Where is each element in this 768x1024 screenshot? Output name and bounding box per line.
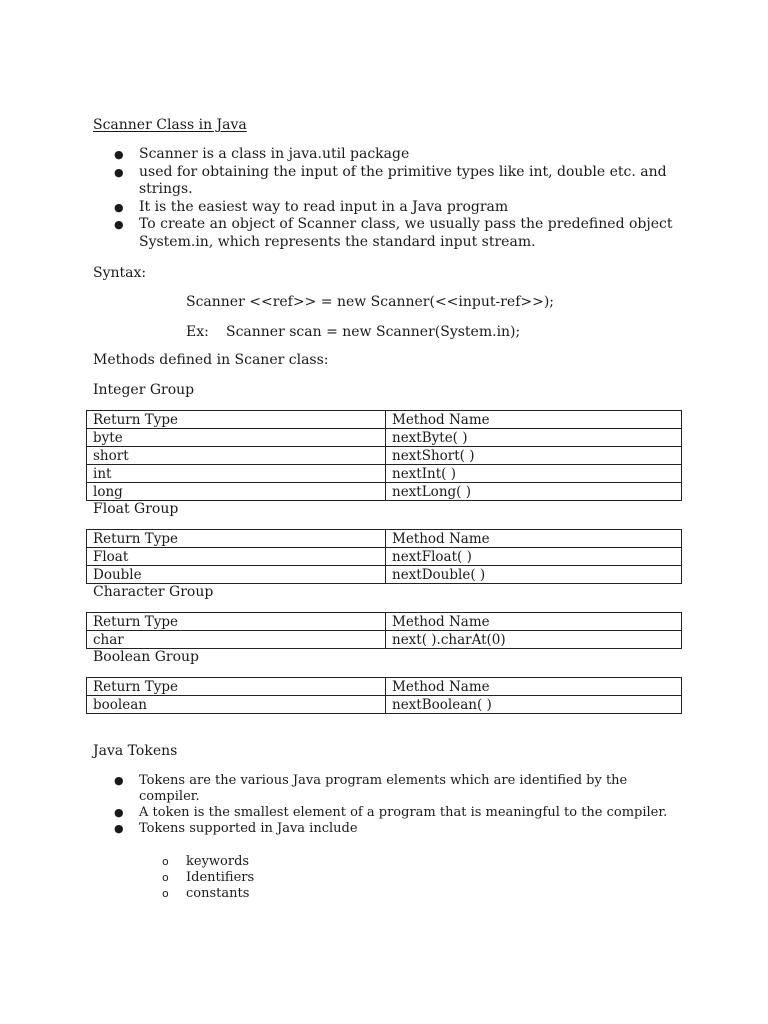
table-cell: int xyxy=(87,465,386,483)
table-cell: next( ).charAt(0) xyxy=(386,631,682,649)
bullet-icon: ● xyxy=(114,822,124,835)
circle-bullet-icon: o xyxy=(162,855,169,868)
table-cell: nextLong( ) xyxy=(386,483,682,501)
header-cell: Method Name xyxy=(386,411,682,429)
bullet-icon: ● xyxy=(114,200,124,214)
bullet-icon: ● xyxy=(114,165,124,179)
header-cell: Method Name xyxy=(386,530,682,548)
header-cell: Return Type xyxy=(87,530,386,548)
table-cell: nextShort( ) xyxy=(386,447,682,465)
table-cell: nextByte( ) xyxy=(386,429,682,447)
header-cell: Return Type xyxy=(87,678,386,696)
syntax-line: Scanner <<ref>> = new Scanner(<<input-ref>>); xyxy=(186,294,555,310)
syntax-label: Syntax: xyxy=(93,265,147,281)
table-cell: char xyxy=(87,631,386,649)
list-item: o keywords xyxy=(162,854,250,869)
table-header-row xyxy=(87,530,682,548)
token-types-list xyxy=(162,854,254,902)
table-cell: short xyxy=(87,447,386,465)
bullet-icon: ● xyxy=(114,806,124,819)
boolean-group-table xyxy=(86,677,682,714)
list-item: ● Tokens are the various Java program elements which are identified by the compiler. xyxy=(114,773,628,804)
intro-bullet-list xyxy=(114,146,674,251)
header-cell: Method Name xyxy=(386,613,682,631)
table-cell: nextInt( ) xyxy=(386,465,682,483)
example-prefix: Ex: xyxy=(186,324,209,340)
example-line: Scanner scan = new Scanner(System.in); xyxy=(226,324,521,340)
table-row xyxy=(87,447,682,465)
character-group-table xyxy=(86,612,682,649)
table-row xyxy=(87,465,682,483)
table-header-row xyxy=(87,678,682,696)
list-item: ● A token is the smallest element of a program that is meaningful to the compiler. xyxy=(114,805,668,820)
page-title: Scanner Class in Java xyxy=(93,117,247,133)
group-heading-character: Character Group xyxy=(93,584,214,600)
list-item: o Identifiers xyxy=(162,870,255,885)
list-item: ● used for obtaining the input of the primitive types like int, double etc. and strings. xyxy=(114,163,667,197)
header-cell: Return Type xyxy=(87,411,386,429)
integer-group-table xyxy=(86,410,682,501)
list-item: ● It is the easiest way to read input in a Java program xyxy=(114,198,509,215)
group-heading-integer: Integer Group xyxy=(93,382,195,398)
table-cell: nextFloat( ) xyxy=(386,548,682,566)
table-cell: boolean xyxy=(87,696,386,714)
list-item: ● Tokens supported in Java include xyxy=(114,821,358,836)
table-cell: nextDouble( ) xyxy=(386,566,682,584)
float-group-table xyxy=(86,529,682,584)
header-cell: Method Name xyxy=(386,678,682,696)
bullet-icon: ● xyxy=(114,774,124,787)
circle-bullet-icon: o xyxy=(162,887,169,900)
methods-heading: Methods defined in Scaner class: xyxy=(93,352,329,368)
table-row xyxy=(87,696,682,714)
tokens-bullet-list xyxy=(114,773,674,837)
circle-bullet-icon: o xyxy=(162,871,169,884)
table-header-row xyxy=(87,613,682,631)
header-cell: Return Type xyxy=(87,613,386,631)
group-heading-float: Float Group xyxy=(93,501,179,517)
table-cell: Double xyxy=(87,566,386,584)
list-item: ● To create an object of Scanner class, we usually pass the predefined object System.in, which represents the standard input stream. xyxy=(114,216,673,250)
bullet-icon: ● xyxy=(114,148,124,161)
table-header-row xyxy=(87,411,682,429)
table-row xyxy=(87,483,682,501)
table-row xyxy=(87,429,682,447)
table-cell: byte xyxy=(87,429,386,447)
table-row xyxy=(87,631,682,649)
list-item: o constants xyxy=(162,886,250,901)
tokens-heading: Java Tokens xyxy=(93,743,178,759)
table-row xyxy=(87,566,682,584)
list-item: ● Scanner is a class in java.util package xyxy=(114,146,410,162)
group-heading-boolean: Boolean Group xyxy=(93,649,200,665)
table-cell: Float xyxy=(87,548,386,566)
table-cell: nextBoolean( ) xyxy=(386,696,682,714)
table-cell: long xyxy=(87,483,386,501)
table-row xyxy=(87,548,682,566)
bullet-icon: ● xyxy=(114,218,124,231)
